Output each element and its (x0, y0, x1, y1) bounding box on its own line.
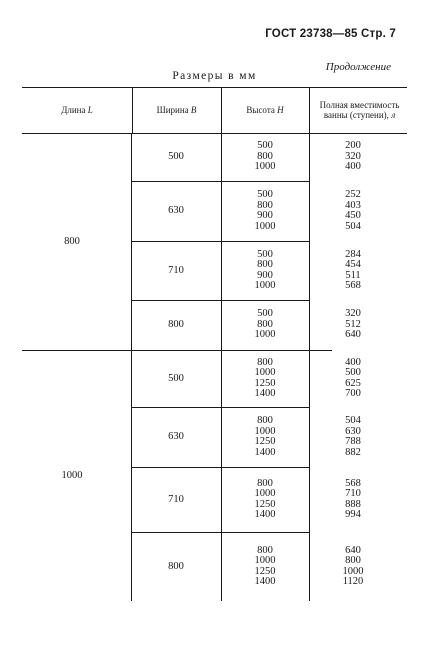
length-value: 800 (64, 235, 80, 247)
capacity-value: 800 (345, 555, 361, 566)
table-header-rule (22, 133, 407, 134)
height-value: 800 (257, 415, 273, 426)
capacity-value: 403 (345, 199, 361, 211)
capacity-value: 700 (345, 388, 361, 399)
height-values (230, 141, 300, 173)
row-separator (131, 467, 309, 468)
height-values (230, 479, 300, 521)
height-value: 1400 (254, 446, 276, 458)
body-divider-1 (131, 133, 132, 601)
capacity-value: 1120 (342, 576, 364, 587)
capacity-value: 504 (345, 220, 361, 232)
capacity-values (318, 309, 388, 341)
capacity-value: 200 (345, 140, 361, 152)
width-value: 800 (168, 319, 184, 330)
height-value: 800 (257, 259, 273, 270)
capacity-values (318, 250, 388, 292)
capacity-value: 640 (345, 329, 361, 341)
capacity-value: 568 (345, 477, 361, 489)
capacity-value: 640 (345, 544, 361, 556)
row-separator (131, 300, 309, 301)
height-value: 1000 (254, 425, 276, 437)
height-value: 1000 (254, 555, 276, 566)
capacity-value: 320 (345, 308, 361, 320)
capacity-values (318, 141, 388, 173)
height-values (230, 358, 300, 400)
height-values (230, 416, 300, 458)
capacity-value: 512 (345, 318, 361, 330)
height-value: 1400 (254, 509, 276, 520)
height-value: 500 (257, 140, 273, 152)
width-value: 500 (168, 372, 184, 384)
capacity-value: 450 (345, 210, 361, 221)
height-value: 1000 (254, 280, 276, 291)
height-value: 800 (257, 199, 273, 211)
height-value: 800 (257, 477, 273, 489)
height-value: 1000 (254, 329, 276, 341)
height-value: 500 (257, 308, 273, 320)
height-value: 1250 (254, 436, 276, 447)
continuation-label: Продолжение (325, 61, 391, 73)
row-separator (131, 407, 309, 408)
capacity-values (318, 546, 388, 588)
group-separator (22, 350, 332, 351)
capacity-value: 252 (345, 189, 361, 200)
units-caption: Размеры в мм (172, 70, 257, 82)
row-separator (131, 181, 309, 182)
capacity-values (318, 479, 388, 521)
capacity-value: 994 (345, 509, 361, 520)
capacity-value: 500 (345, 367, 361, 378)
page-header: ГОСТ 23738—85 Стр. 7 (265, 28, 396, 40)
height-value: 500 (257, 189, 273, 200)
height-value: 1000 (254, 220, 276, 232)
row-separator (131, 532, 309, 533)
width-value: 630 (168, 431, 184, 442)
height-value: 500 (257, 248, 273, 260)
capacity-value: 454 (345, 259, 361, 270)
body-divider-2 (221, 133, 222, 601)
width-value: 710 (168, 493, 184, 505)
body-divider-3 (309, 133, 310, 601)
height-value: 1000 (254, 488, 276, 499)
capacity-value: 504 (345, 415, 361, 426)
capacity-value: 511 (345, 269, 361, 281)
height-value: 1000 (254, 367, 276, 378)
capacity-value: 882 (345, 446, 361, 458)
height-value: 900 (257, 269, 273, 281)
capacity-values (318, 358, 388, 400)
capacity-values (318, 190, 388, 232)
height-value: 1000 (254, 161, 276, 173)
capacity-value: 400 (345, 356, 361, 368)
col-header-height: Высота H (246, 105, 284, 115)
capacity-values (318, 416, 388, 458)
width-value: 630 (168, 205, 184, 216)
row-separator (131, 241, 309, 242)
height-value: 800 (257, 150, 273, 162)
height-values (230, 546, 300, 588)
height-values (230, 190, 300, 232)
col-header-width: Ширина B (156, 105, 197, 115)
capacity-value: 1000 (342, 565, 364, 577)
width-value: 500 (168, 151, 184, 162)
height-value: 900 (257, 210, 273, 221)
capacity-value: 400 (345, 161, 361, 173)
length-value: 1000 (61, 469, 83, 481)
capacity-value: 284 (345, 248, 361, 260)
col-header-length: Длина L (61, 105, 93, 115)
header-divider-3 (309, 87, 310, 133)
height-value: 1250 (254, 377, 276, 389)
width-value: 800 (168, 560, 184, 572)
capacity-value: 568 (345, 280, 361, 291)
capacity-value: 710 (345, 488, 361, 499)
capacity-value: 788 (345, 436, 361, 447)
col-header-capacity: Полная вместимость ванны (ступени), л (319, 100, 400, 120)
width-value: 710 (168, 264, 184, 276)
height-value: 1250 (254, 498, 276, 510)
height-value: 800 (257, 356, 273, 368)
capacity-value: 630 (345, 425, 361, 437)
capacity-value: 625 (345, 377, 361, 389)
height-value: 1400 (254, 576, 276, 587)
capacity-value: 320 (345, 150, 361, 162)
height-values (230, 250, 300, 292)
height-value: 1250 (254, 565, 276, 577)
capacity-value: 888 (345, 498, 361, 510)
height-value: 800 (257, 318, 273, 330)
height-value: 1400 (254, 388, 276, 399)
height-value: 800 (257, 544, 273, 556)
height-values (230, 309, 300, 341)
